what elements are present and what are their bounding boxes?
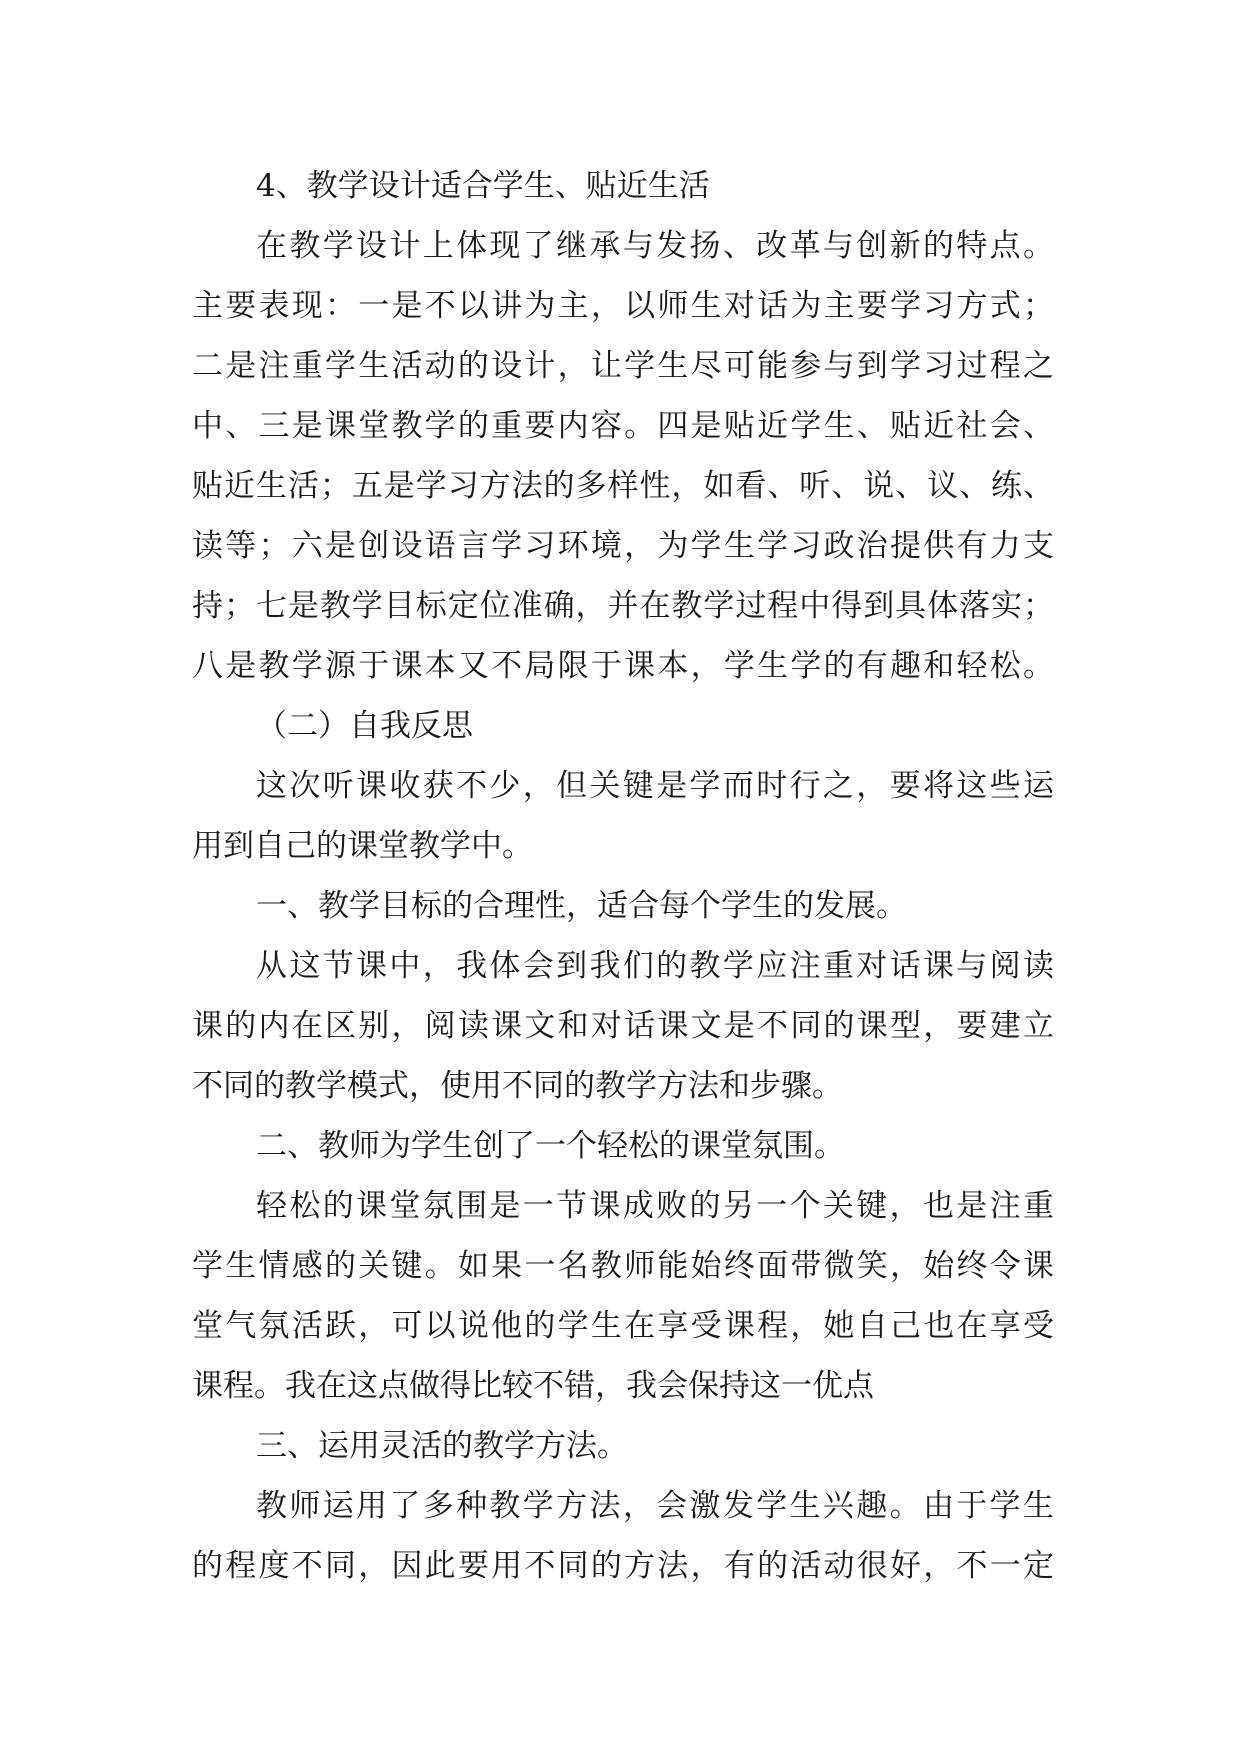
paragraph-line: 不同的教学模式，使用不同的教学方法和步骤。 <box>192 1068 843 1104</box>
paragraph-line: 二是注重学生活动的设计，让学生尽可能参与到学习过程之 <box>192 348 1054 384</box>
paragraph-line: 贴近生活；五是学习方法的多样性，如看、听、说、议、练、 <box>192 468 1054 504</box>
paragraph-line: 堂气氛活跃，可以说他的学生在享受课程，她自己也在享受 <box>192 1308 1054 1344</box>
subheading-flexible-methods: 三、运用灵活的教学方法。 <box>256 1428 628 1464</box>
section-heading-self-reflection: （二）自我反思 <box>256 708 473 744</box>
paragraph-line: 在教学设计上体现了继承与发扬、改革与创新的特点。 <box>256 228 1054 264</box>
paragraph-line: 读等；六是创设语言学习环境，为学生学习政治提供有力支 <box>192 528 1054 564</box>
paragraph-line: 课的内在区别，阅读课文和对话课文是不同的课型，要建立 <box>192 1008 1054 1044</box>
paragraph-line: 用到自己的课堂教学中。 <box>192 828 533 864</box>
paragraph-line: 教师运用了多种教学方法，会激发学生兴趣。由于学生 <box>256 1488 1054 1524</box>
paragraph-line: 学生情感的关键。如果一名教师能始终面带微笑，始终令课 <box>192 1248 1054 1284</box>
paragraph-line: 持；七是教学目标定位准确，并在教学过程中得到具体落实； <box>192 588 1054 624</box>
paragraph-line: 轻松的课堂氛围是一节课成败的另一个关键，也是注重 <box>256 1188 1054 1224</box>
paragraph-line: 中、三是课堂教学的重要内容。四是贴近学生、贴近社会、 <box>192 408 1054 444</box>
paragraph-line: 的程度不同，因此要用不同的方法，有的活动很好，不一定 <box>192 1548 1054 1584</box>
section-heading-teaching-design: 4、教学设计适合学生、贴近生活 <box>256 168 710 204</box>
paragraph-line: 八是教学源于课本又不局限于课本，学生学的有趣和轻松。 <box>192 648 1054 684</box>
paragraph-line: 从这节课中，我体会到我们的教学应注重对话课与阅读 <box>256 948 1054 984</box>
subheading-classroom-atmosphere: 二、教师为学生创了一个轻松的课堂氛围。 <box>256 1128 845 1164</box>
subheading-teaching-goals: 一、教学目标的合理性，适合每个学生的发展。 <box>256 888 907 924</box>
paragraph-line: 课程。我在这点做得比较不错，我会保持这一优点 <box>192 1368 874 1404</box>
paragraph-line: 主要表现：一是不以讲为主，以师生对话为主要学习方式； <box>192 288 1054 324</box>
paragraph-line: 这次听课收获不少，但关键是学而时行之，要将这些运 <box>256 768 1054 804</box>
